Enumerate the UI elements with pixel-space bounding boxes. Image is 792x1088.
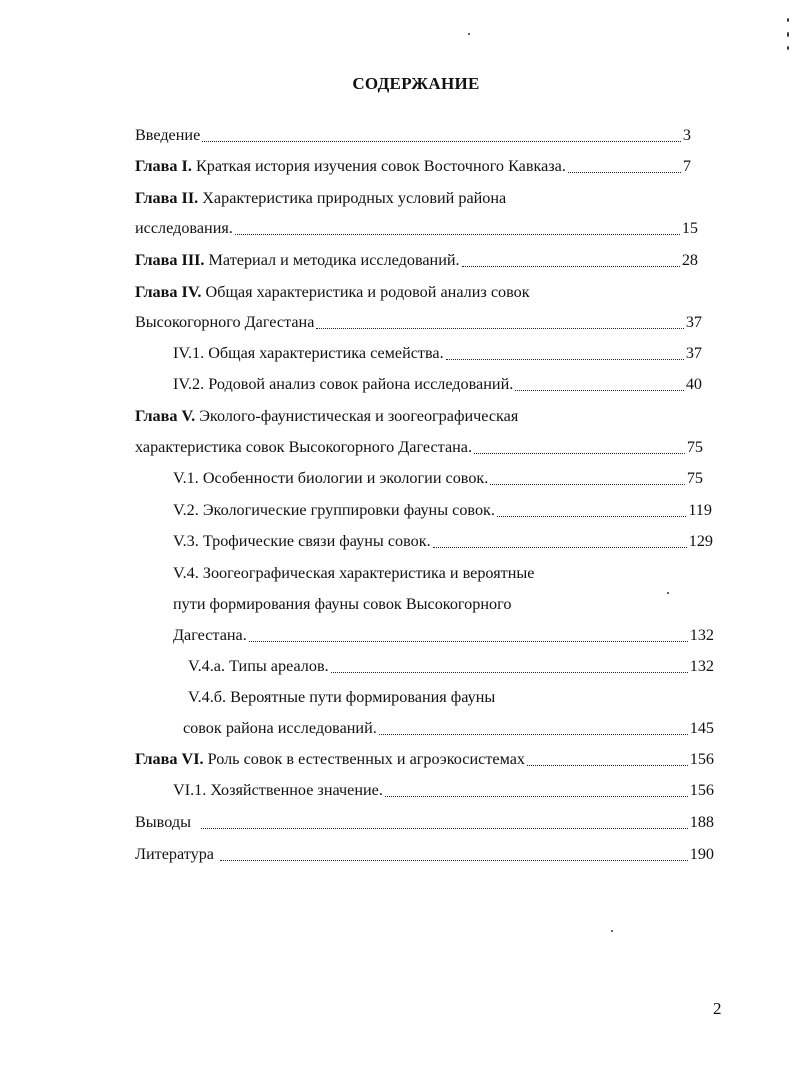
toc-entry-page: 132 bbox=[689, 626, 714, 644]
toc-entry-label: IV.1. Общая характеристика семейства. bbox=[173, 344, 444, 362]
dot-leader bbox=[462, 266, 680, 267]
dot-leader bbox=[568, 172, 681, 173]
toc-entry-page: 40 bbox=[685, 375, 702, 393]
toc-entry-chapter-2 bbox=[135, 217, 698, 239]
toc-entry-label: VI.1. Хозяйственное значение. bbox=[173, 781, 383, 799]
scan-speck bbox=[787, 32, 789, 37]
dot-leader bbox=[202, 141, 681, 142]
chapter-prefix: Глава I. bbox=[135, 157, 192, 175]
dot-leader bbox=[446, 359, 684, 360]
toc-entry-intro bbox=[135, 124, 691, 146]
toc-entry-chapter-4-line1: Глава IV. Общая характеристика и родовой анализ совок bbox=[135, 283, 530, 301]
toc-entry-page: 129 bbox=[688, 532, 713, 550]
toc-entry-section-5-4-line1: V.4. Зоогеографическая характеристика и вероятные bbox=[173, 564, 535, 582]
toc-entry-label: Выводы bbox=[135, 813, 191, 831]
toc-entry-label: Дагестана. bbox=[173, 626, 247, 644]
toc-entry-label: Литература bbox=[135, 845, 214, 863]
toc-entry-section-5-1 bbox=[173, 467, 703, 489]
toc-entry-section-5-3 bbox=[173, 530, 713, 552]
dot-leader bbox=[515, 390, 684, 391]
toc-entry-label: Краткая история изучения совок Восточного Кавказа. bbox=[191, 157, 566, 175]
toc-entry-section-5-4 bbox=[173, 624, 714, 646]
scan-speck bbox=[787, 18, 789, 22]
chapter-prefix: Глава III. bbox=[135, 251, 205, 269]
toc-entry-page: 119 bbox=[688, 501, 712, 519]
toc-entry-label: совок района исследований. bbox=[183, 719, 377, 737]
toc-entry-page: 156 bbox=[689, 781, 714, 799]
page-number: 2 bbox=[713, 999, 722, 1018]
dot-leader bbox=[497, 516, 686, 517]
toc-entry-label: характеристика совок Высокогорного Дагестана. bbox=[135, 438, 473, 456]
toc-entry-section-6-1 bbox=[173, 779, 714, 801]
toc-entry-page: 15 bbox=[681, 219, 698, 237]
toc-entry-conclusions bbox=[135, 811, 714, 833]
dot-leader bbox=[385, 796, 688, 797]
toc-entry-chapter-4 bbox=[135, 311, 702, 333]
toc-entry-chapter-1 bbox=[135, 155, 691, 177]
toc-entry-page: 37 bbox=[685, 313, 702, 331]
toc-entry-chapter-6 bbox=[135, 748, 714, 770]
dot-leader bbox=[201, 828, 688, 829]
dot-leader bbox=[474, 453, 685, 454]
toc-entry-section-4-2 bbox=[173, 373, 702, 395]
toc-entry-section-5-2 bbox=[173, 499, 712, 521]
toc-entry-page: 75 bbox=[686, 438, 703, 456]
toc-entry-label: V.2. Экологические группировки фауны совок. bbox=[173, 501, 495, 519]
scan-speck bbox=[787, 46, 789, 50]
toc-entry-label: Введение bbox=[135, 126, 201, 144]
dot-leader bbox=[249, 641, 688, 642]
chapter-prefix: Глава IV. bbox=[135, 283, 202, 301]
toc-entry-label: Роль совок в естественных и агроэкосистемах bbox=[203, 750, 525, 768]
toc-entry-chapter-5-line1: Глава V. Эколого-фаунистическая и зоогеографическая bbox=[135, 407, 519, 425]
dot-leader bbox=[331, 672, 688, 673]
toc-entry-page: 28 bbox=[681, 251, 698, 269]
toc-entry-section-4-1 bbox=[173, 342, 702, 364]
toc-entry-label: Материал и методика исследований. bbox=[204, 251, 460, 269]
dot-leader bbox=[235, 234, 680, 235]
toc-entry-chapter-3 bbox=[135, 249, 698, 271]
chapter-prefix: Глава VI. bbox=[135, 750, 204, 768]
dot-leader bbox=[316, 328, 683, 329]
toc-entry-section-5-4-a bbox=[188, 655, 714, 677]
scan-speck bbox=[468, 33, 470, 35]
dot-leader bbox=[490, 484, 684, 485]
toc-entry-page: 156 bbox=[689, 750, 714, 768]
toc-entry-page: 7 bbox=[682, 157, 691, 175]
scan-speck bbox=[667, 592, 669, 594]
dot-leader bbox=[379, 734, 688, 735]
toc-entry-page: 190 bbox=[689, 845, 714, 863]
toc-entry-label: V.4.а. Типы ареалов. bbox=[188, 657, 329, 675]
toc-entry-section-5-4-b-line1: V.4.б. Вероятные пути формирования фауны bbox=[188, 688, 496, 706]
toc-entry-page: 3 bbox=[682, 126, 691, 144]
toc-entry-label: Высокогорного Дагестана bbox=[135, 313, 315, 331]
scan-speck bbox=[611, 930, 613, 932]
toc-entry-label: V.3. Трофические связи фауны совок. bbox=[173, 532, 431, 550]
chapter-prefix: Глава V. bbox=[135, 407, 196, 425]
toc-entry-chapter-2-line1: Глава II. Характеристика природных условий района bbox=[135, 189, 507, 207]
toc-entry-section-5-4-line2: пути формирования фауны совок Высокогорного bbox=[173, 595, 512, 613]
toc-entry-chapter-5 bbox=[135, 436, 703, 458]
toc-entry-page: 145 bbox=[689, 719, 714, 737]
toc-entry-page: 75 bbox=[686, 469, 703, 487]
dot-leader bbox=[433, 547, 687, 548]
dot-leader bbox=[220, 860, 688, 861]
toc-entry-page: 37 bbox=[685, 344, 702, 362]
dot-leader bbox=[527, 765, 688, 766]
toc-entry-page: 132 bbox=[689, 657, 714, 675]
toc-entry-literature bbox=[135, 843, 714, 865]
toc-entry-label: IV.2. Родовой анализ совок района исследований. bbox=[173, 375, 514, 393]
toc-entry-label: V.1. Особенности биологии и экологии совок. bbox=[173, 469, 489, 487]
toc-entry-section-5-4-b bbox=[183, 717, 714, 739]
page-title: СОДЕРЖАНИЕ bbox=[352, 74, 480, 93]
toc-entry-page: 188 bbox=[689, 813, 714, 831]
toc-entry-label: исследования. bbox=[135, 219, 233, 237]
chapter-prefix: Глава II. bbox=[135, 189, 199, 207]
